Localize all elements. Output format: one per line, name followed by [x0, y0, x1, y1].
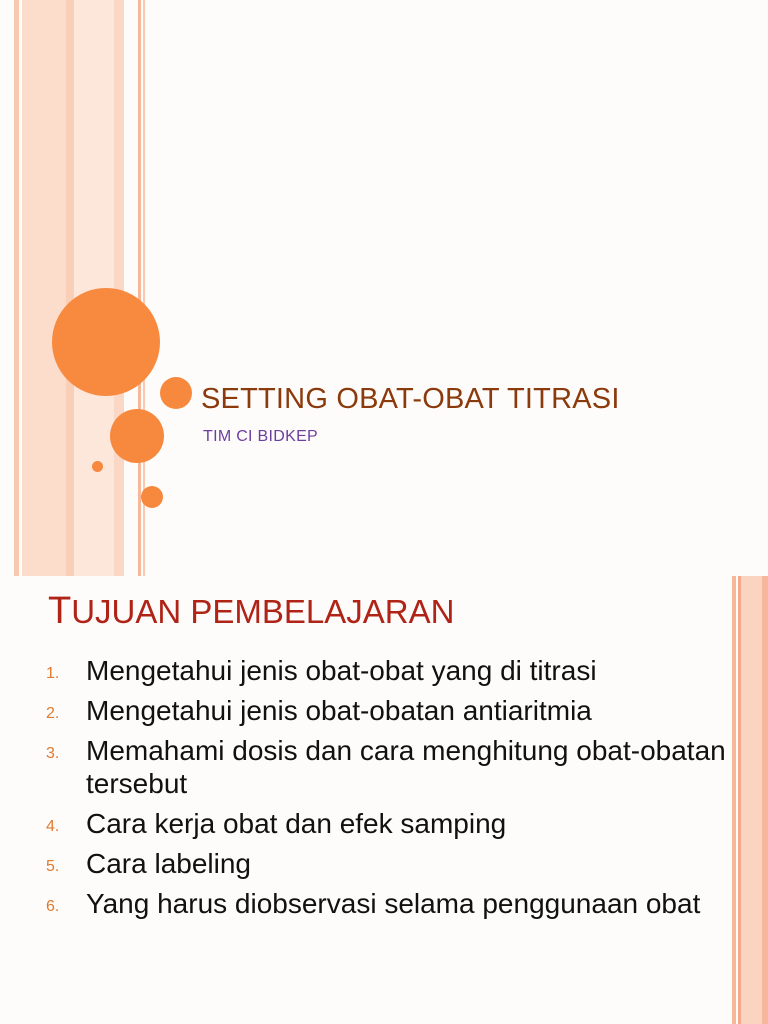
- list-item: [0, 887, 732, 920]
- list-number: 6.: [46, 898, 60, 915]
- decorative-stripe: [732, 576, 736, 1024]
- list-item: [0, 847, 732, 880]
- objectives-list: [0, 654, 732, 927]
- list-number: 5.: [46, 858, 60, 875]
- list-text: Memahami dosis dan cara menghitung obat-obatan tersebut: [86, 735, 726, 799]
- heading-rest: UJUAN PEMBELAJARAN: [71, 593, 455, 630]
- list-text: Cara kerja obat dan efek samping: [86, 808, 507, 839]
- list-item: [0, 734, 732, 800]
- decorative-circle: [110, 409, 164, 463]
- list-text: Mengetahui jenis obat-obatan antiaritmia: [86, 695, 592, 726]
- decorative-circle: [52, 288, 160, 396]
- list-item: [0, 654, 732, 687]
- objectives-heading: [48, 590, 454, 633]
- decorative-stripe: [66, 0, 74, 576]
- list-number: 2.: [46, 705, 60, 722]
- decorative-stripe: [14, 0, 19, 576]
- list-number: 3.: [46, 745, 60, 762]
- decorative-stripe: [22, 0, 66, 576]
- list-text: Cara labeling: [86, 848, 251, 879]
- list-number: 4.: [46, 818, 60, 835]
- list-item: [0, 807, 732, 840]
- slide-subtitle: TIM CI BIDKEP: [203, 428, 319, 445]
- decorative-circle: [141, 486, 163, 508]
- decorative-stripe: [138, 0, 141, 576]
- decorative-stripe: [762, 576, 768, 1024]
- list-item: [0, 694, 732, 727]
- slide-title: SETTING OBAT-OBAT TITRASI: [201, 383, 620, 415]
- decorative-stripe: [741, 576, 762, 1024]
- heading-initial: T: [48, 590, 72, 632]
- list-text: Yang harus diobservasi selama penggunaan obat: [86, 888, 701, 919]
- list-number: 1.: [46, 665, 60, 682]
- decorative-circle: [92, 461, 103, 472]
- decorative-circle: [160, 377, 192, 409]
- list-text: Mengetahui jenis obat-obat yang di titrasi: [86, 655, 597, 686]
